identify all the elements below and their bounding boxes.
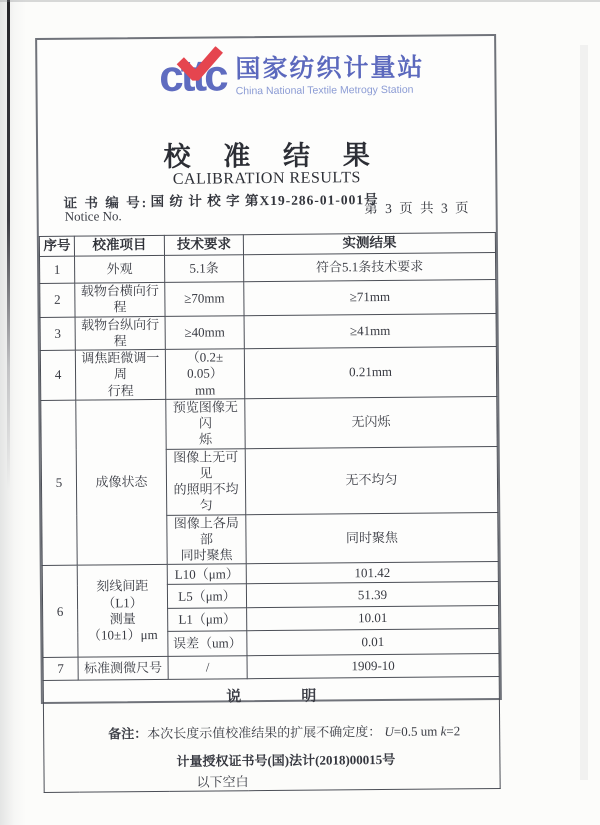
cttc-wordmark xyxy=(159,51,226,102)
scan-edge-smudge xyxy=(0,0,26,825)
col-header-item: 校准项目 xyxy=(74,235,164,256)
cert-number-value: 国 纺 计 校 字 第X19-286-01-001号 xyxy=(150,192,379,210)
row-item: 刻线间距（L1） 测量 （10±1）μm xyxy=(77,565,168,658)
col-header-no: 序号 xyxy=(39,236,74,256)
cert-number-label-en: Notice No. xyxy=(64,208,122,224)
row-requirement: 图像上各局部 同时聚焦 xyxy=(167,514,246,564)
row-requirement: / xyxy=(168,656,247,680)
row-requirement: 图像上无可见 的照明不均匀 xyxy=(166,448,246,515)
notes-cell xyxy=(43,677,500,792)
row-item: 载物台横向行程 xyxy=(75,282,165,316)
row-result: ≥71mm xyxy=(244,280,496,316)
row-no: 5 xyxy=(41,400,77,566)
row-requirement: L5（μm） xyxy=(167,584,246,609)
row-item: 调焦距微调一周 行程 xyxy=(75,349,165,400)
uncertainty-value: =0.5 um xyxy=(393,723,441,739)
row-result: 51.39 xyxy=(246,582,498,608)
coverage-factor-symbol: k xyxy=(440,723,447,739)
row-result: 0.01 xyxy=(247,629,499,656)
row-item: 外观 xyxy=(75,255,165,283)
org-name-en: China National Textile Metrogy Station xyxy=(235,83,414,98)
org-names xyxy=(235,54,424,97)
page-indicator: 第 3 页 共 3 页 xyxy=(364,200,471,217)
authorization-number: 计量授权证书号(国)法计(2018)00015号 xyxy=(176,752,396,770)
cert-number-label-cn: 证 书 编 号: xyxy=(63,195,149,211)
row-result: 0.21mm xyxy=(244,347,496,399)
row-result: 101.42 xyxy=(246,562,498,584)
row-result: 无不均匀 xyxy=(245,446,498,514)
scan-edge-right xyxy=(580,45,588,780)
table-row xyxy=(40,347,496,401)
table-row-group xyxy=(41,396,497,450)
row-no: 6 xyxy=(42,565,78,657)
page-title-cn: 校 准 结 果 xyxy=(163,139,383,172)
row-no: 3 xyxy=(40,317,75,351)
row-requirement: ≥70mm xyxy=(165,282,244,316)
org-name-cn: 国家纺织计量站 xyxy=(235,53,425,84)
col-header-result: 实测结果 xyxy=(243,233,495,255)
certificate-frame xyxy=(35,34,502,790)
uncertainty-symbol: U xyxy=(384,723,394,740)
remark-label: 备注： xyxy=(108,726,148,742)
row-requirement: 误差（um） xyxy=(168,631,247,657)
blank-below-note: 以下空白 xyxy=(196,773,249,790)
row-item: 标准测微尺号 xyxy=(78,657,168,681)
calibration-table xyxy=(39,232,501,793)
row-no: 7 xyxy=(43,657,78,680)
row-result: 同时聚焦 xyxy=(246,512,498,564)
table-row xyxy=(40,280,496,317)
scan-edge-bar xyxy=(7,0,10,490)
notes-remark xyxy=(108,723,497,743)
row-requirement: L10（μm） xyxy=(167,564,246,585)
row-requirement: ≥40mm xyxy=(165,315,244,349)
row-no: 2 xyxy=(40,283,75,317)
notes-title: 说 明 xyxy=(226,688,317,706)
row-requirement: 5.1条 xyxy=(165,255,244,283)
scan-edge-top xyxy=(0,0,600,2)
row-requirement: （0.2± 0.05） mm xyxy=(165,349,244,399)
row-result: 1909-10 xyxy=(247,654,499,679)
col-header-requirement: 技术要求 xyxy=(164,235,243,256)
row-result: ≥41mm xyxy=(244,313,496,349)
row-item: 成像状态 xyxy=(76,399,167,565)
row-result: 无闪烁 xyxy=(245,396,497,448)
table-row xyxy=(40,253,496,284)
row-requirement: L1（μm） xyxy=(168,608,247,632)
checkmark-icon xyxy=(175,46,223,80)
page-title-en: CALIBRATION RESULTS xyxy=(172,169,361,188)
coverage-factor-value: =2 xyxy=(446,723,461,739)
row-result: 10.01 xyxy=(247,606,499,631)
row-item: 载物台纵向行程 xyxy=(75,316,165,350)
notes-row xyxy=(43,677,500,792)
remark-text: 本次长度示值校准结果的扩展不确定度： xyxy=(147,724,382,742)
org-logo xyxy=(63,51,520,102)
table-row xyxy=(40,313,496,350)
cttc-letters: cttc xyxy=(159,51,226,102)
row-no: 1 xyxy=(40,256,75,283)
row-result: 符合5.1条技术要求 xyxy=(244,253,496,282)
row-requirement: 预览图像无闪 烁 xyxy=(166,398,245,448)
row-no: 4 xyxy=(40,350,75,400)
